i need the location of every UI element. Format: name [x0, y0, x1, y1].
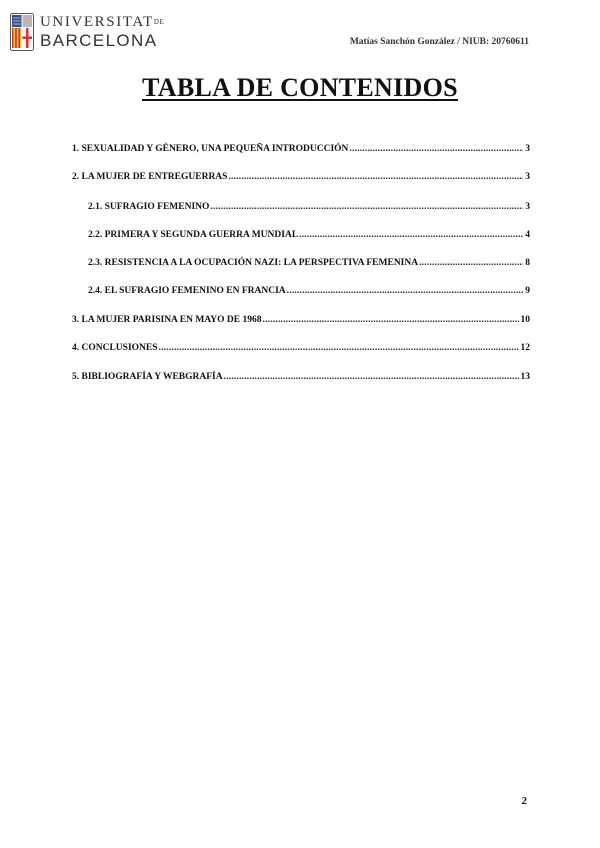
- toc-entry-page: 4: [525, 230, 530, 240]
- toc-entry-label: 2. LA MUJER DE ENTREGUERRAS: [72, 172, 228, 182]
- toc-leader-dots: [210, 202, 523, 212]
- toc-leader-dots: [159, 343, 519, 353]
- toc-entry[interactable]: [72, 315, 530, 325]
- toc-entry-page: 10: [520, 315, 530, 325]
- toc-entry-label: 2.1. SUFRAGIO FEMENINO: [88, 202, 210, 212]
- university-shield-icon: [10, 13, 34, 51]
- toc-entry[interactable]: [72, 172, 530, 182]
- toc-entry-page: 3: [525, 202, 530, 212]
- university-name-line2: BARCELONA: [40, 31, 158, 50]
- toc-leader-dots: [228, 172, 523, 182]
- university-name-line1: UNIVERSITATDE: [40, 14, 165, 30]
- toc-leader-dots: [287, 286, 524, 296]
- toc-entry-page: 13: [520, 372, 530, 382]
- toc-subentry[interactable]: [88, 230, 530, 240]
- toc-leader-dots: [224, 372, 519, 382]
- toc-entry-page: 3: [525, 172, 530, 182]
- toc-entry-label: 2.3. RESISTENCIA A LA OCUPACIÓN NAZI: LA PERSPECTIVA FEMENINA: [88, 258, 419, 268]
- page-title: TABLA DE CONTENIDOS: [142, 73, 458, 102]
- toc-subentry[interactable]: [88, 258, 530, 268]
- toc-entry-label: 2.4. EL SUFRAGIO FEMENINO EN FRANCIA: [88, 286, 286, 296]
- university-logo: [10, 13, 170, 53]
- toc-subentry[interactable]: [88, 286, 530, 296]
- toc-entry-page: 12: [520, 343, 530, 353]
- toc-entry-page: 8: [525, 258, 530, 268]
- toc-subentry[interactable]: [88, 202, 530, 212]
- author-info: Matías Sanchón González / NIUB: 20760611: [349, 37, 529, 47]
- toc-leader-dots: [349, 144, 523, 154]
- toc-entry-page: 3: [525, 144, 530, 154]
- toc-entry-label: 2.2. PRIMERA Y SEGUNDA GUERRA MUNDIAL: [88, 230, 299, 240]
- toc-entry-label: 4. CONCLUSIONES: [72, 343, 158, 353]
- toc-entry-page: 9: [525, 286, 530, 296]
- toc-entry[interactable]: [72, 343, 530, 353]
- toc-entry[interactable]: [72, 144, 530, 154]
- toc-entry-label: 1. SEXUALIDAD Y GÉNERO, UNA PEQUEÑA INTRODUCCIÓN: [72, 144, 349, 154]
- toc-leader-dots: [263, 315, 519, 325]
- toc-entry-label: 5. BIBLIOGRAFÍA Y WEBGRAFÍA: [72, 372, 223, 382]
- toc-entry-label: 3. LA MUJER PARISINA EN MAYO DE 1968: [72, 315, 262, 325]
- toc-leader-dots: [419, 258, 523, 268]
- toc-leader-dots: [299, 230, 523, 240]
- page-number: 2: [521, 795, 527, 807]
- toc-entry[interactable]: [72, 372, 530, 382]
